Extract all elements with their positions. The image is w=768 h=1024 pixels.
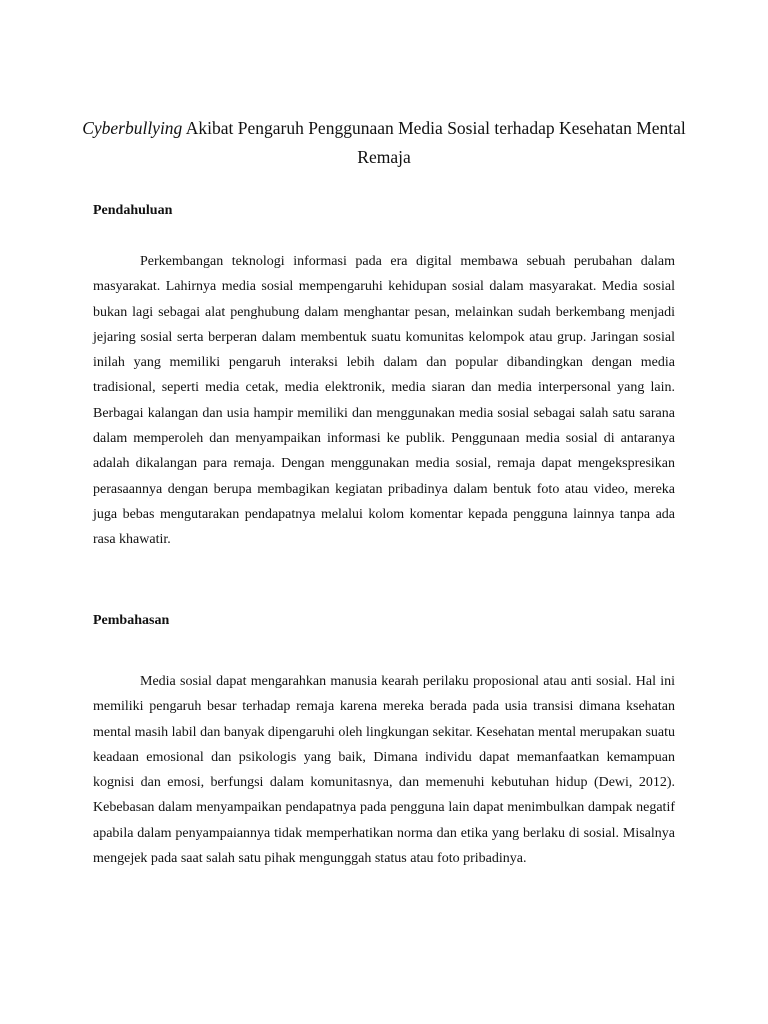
title-rest: Akibat Pengaruh Penggunaan Media Sosial terhadap Kesehatan Mental Remaja — [182, 118, 686, 167]
section-heading-pendahuluan: Pendahuluan — [93, 203, 173, 218]
document-title — [80, 114, 688, 172]
section-paragraph-pembahasan: Media sosial dapat mengarahkan manusia kearah perilaku proposional atau anti sosial. Hal ini memiliki pengaruh besar terhadap remaja karena mereka berada pada usia transisi dimana ksehatan mental masih labil dan banyak dipengaruhi oleh lingkungan sekitar. Kesehatan mental merupakan suatu keadaan emosional dan psikologis yang baik, Dimana individu dapat memanfaatkan kemampuan kognisi dan emosi, berfungsi dalam komunitasnya, dan memenuhi kebutuhan hidup (Dewi, 2012). Kebebasan dalam menyampaikan pendapatnya pada pengguna lain dapat menimbulkan dampak negatif apabila dalam penyampaiannya tidak memperhatikan norma dan etika yang berlaku di sosial. Misalnya mengejek pada saat salah satu pihak mengunggah status atau foto pribadinya. — [93, 674, 675, 867]
section-paragraph-pendahuluan: Perkembangan teknologi informasi pada era digital membawa sebuah perubahan dalam masyarakat. Lahirnya media sosial mempengaruhi kehidupan sosial dalam masyarakat. Media sosial bukan lagi sebagai alat penghubung dalam menghantar pesan, melainkan sudah berkembang menjadi jejaring sosial serta berperan dalam membentuk suatu komunitas kelompok atau grup. Jaringan sosial inilah yang memiliki pengaruh interaksi lebih dalam dan popular dibandingkan dengan media tradisional, seperti media cetak, media elektronik, media siaran dan media interpersonal yang lain. Berbagai kalangan dan usia hampir memiliki dan menggunakan media sosial sebagai salah satu sarana dalam memperoleh dan menyampaikan informasi ke publik. Penggunaan media sosial di antaranya adalah dikalangan para remaja. Dengan menggunakan media sosial, remaja dapat mengekspresikan perasaannya dengan berupa membagikan kegiatan pribadinya dalam bentuk foto atau video, mereka juga bebas mengutarakan pendapatnya melalui kolom komentar kepada pengguna lainnya tanpa ada rasa khawatir. — [93, 254, 675, 548]
title-italic-term: Cyberbullying — [82, 118, 183, 138]
section-heading-pembahasan: Pembahasan — [93, 613, 170, 628]
